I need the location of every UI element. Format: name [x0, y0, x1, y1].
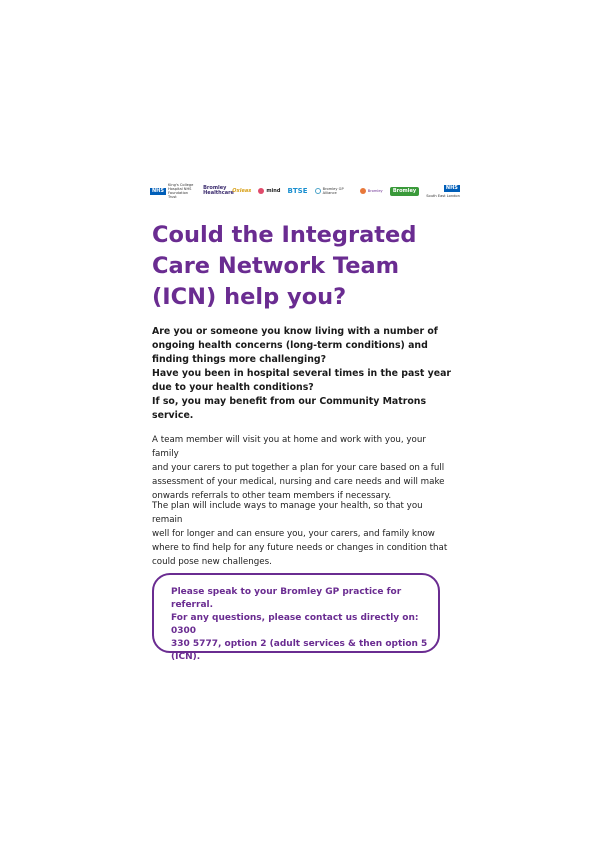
partner-logos [150, 183, 460, 199]
logo-text: South East London [426, 193, 460, 198]
paragraph-line: could pose new challenges. [152, 557, 272, 567]
intro-questions [152, 325, 452, 423]
mind-mark-icon [258, 188, 264, 194]
bromley-green-logo [390, 187, 419, 196]
referral-callout-box [152, 573, 440, 662]
intro-line: due to your health conditions? [152, 382, 314, 393]
intro-line: ongoing health concerns (long-term conditions) and [152, 340, 428, 351]
paragraph-line: well for longer and can ensure you, your carers, and family know [152, 529, 435, 539]
alliance-mark-icon [315, 188, 321, 194]
title-line: (ICN) help you? [152, 284, 347, 310]
intro-line: Are you or someone you know living with a number of [152, 326, 438, 337]
paragraph-line: where to find help for any future needs or changes in condition that [152, 543, 448, 553]
callout-line: (ICN). [171, 652, 201, 662]
callout-line: For any questions, please contact us directly on: 0300 [171, 613, 419, 636]
title-line: Care Network Team [152, 253, 400, 279]
btse-logo [287, 186, 308, 195]
paragraph-line: The plan will include ways to manage your health, so that you remain [152, 501, 423, 525]
logo-text: Bromley GP Alliance [322, 187, 344, 195]
mind-logo [258, 188, 280, 194]
intro-line: finding things more challenging? [152, 354, 327, 365]
logo-text: BTSE [287, 186, 308, 195]
paragraph-line: A team member will visit you at home and work with you, your family [152, 435, 426, 459]
intro-line: If so, you may benefit from our Community Matrons [152, 396, 427, 407]
title-line: Could the Integrated [152, 222, 417, 248]
callout-line: Please speak to your Bromley GP practice for referral. [171, 587, 402, 610]
logo-text: Bromley Healthcare [203, 185, 234, 196]
nhs-badge: NHS [445, 184, 458, 191]
care-plan-paragraph [152, 499, 452, 569]
intro-line: Have you been in hospital several times in the past year [152, 368, 452, 379]
council-mark-icon [360, 188, 366, 194]
bromley-council-logo [360, 188, 383, 194]
paragraph-line: assessment of your medical, nursing and care needs and will make [152, 477, 445, 487]
paragraph-line: onwards referrals to other team members if necessary. [152, 491, 392, 501]
logo-text: King's College Hospital NHS Foundation Trust [167, 183, 194, 199]
logo-text: Bromley [390, 187, 419, 196]
nhs-badge: NHS [152, 187, 164, 194]
logo-text: mind [266, 187, 281, 194]
logo-text: Bromley [367, 189, 383, 193]
home-visit-paragraph [152, 433, 452, 503]
nhs-kings-college-logo [150, 183, 196, 199]
nhs-south-east-london-logo [426, 185, 460, 198]
bromley-gp-alliance-logo [315, 187, 353, 195]
callout-line: 330 5777, option 2 (adult services & then option 5 [171, 639, 428, 649]
paragraph-line: and your carers to put together a plan for your care based on a full [152, 463, 445, 473]
referral-callout-text [171, 586, 428, 664]
page-title [152, 220, 452, 313]
logo-text: Oxleas [232, 187, 252, 194]
intro-line: service. [152, 410, 194, 421]
oxleas-logo [232, 189, 251, 194]
bromley-healthcare-logo [203, 185, 234, 196]
